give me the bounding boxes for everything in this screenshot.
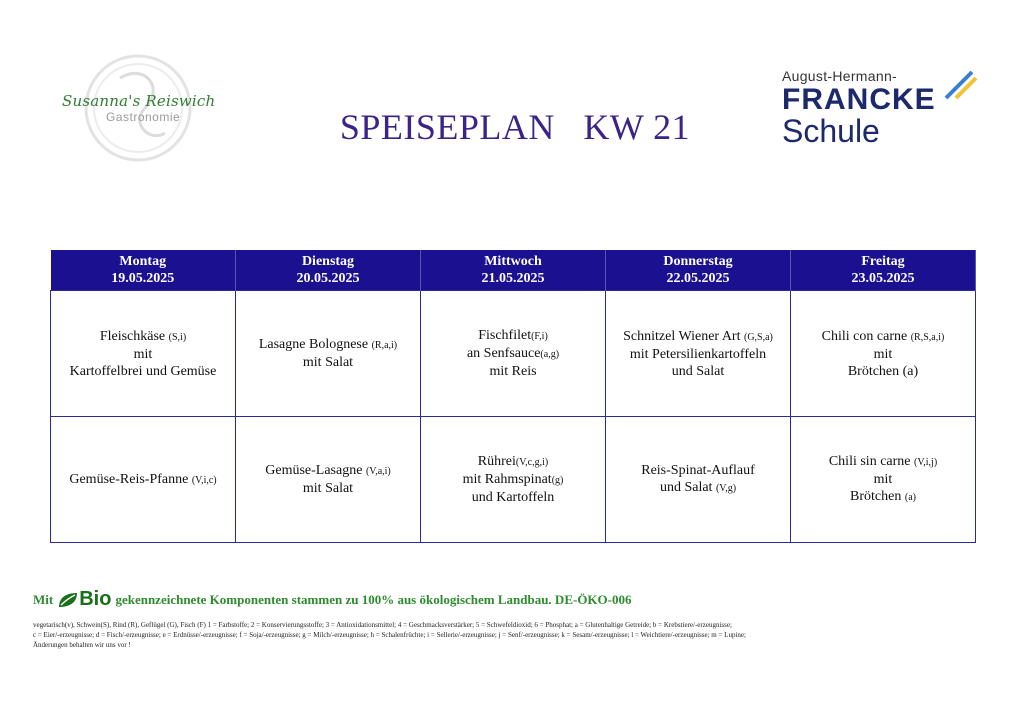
allergen-codes: (F,i)	[531, 331, 548, 342]
dish-text: und Salat	[671, 363, 725, 379]
dish-line	[57, 346, 229, 363]
allergen-codes: (V,a,i)	[365, 466, 391, 477]
dish-line	[427, 327, 599, 345]
dish-line	[797, 363, 969, 380]
dish-line	[57, 471, 229, 489]
bio-notice	[33, 588, 632, 611]
allergen-codes: (a)	[904, 492, 916, 503]
dish-line	[797, 471, 969, 488]
bio-logo	[57, 588, 111, 611]
dish-line	[612, 346, 784, 363]
menu-cell	[606, 291, 791, 417]
allergen-codes: (a,g)	[540, 349, 560, 360]
dish-text: mit Petersilienkartoffeln	[629, 346, 767, 362]
allergen-codes: (V,c,g,i)	[515, 457, 549, 468]
dish-text: Chili con carne	[821, 328, 911, 344]
school-logo-name: FRANCKE	[782, 83, 936, 116]
dish-line	[797, 328, 969, 346]
allergen-codes: (V,i,c)	[191, 474, 217, 486]
dish-text: an Senfsauce	[466, 346, 541, 361]
school-logo-top: August-Hermann-	[782, 68, 897, 84]
dish-line	[427, 489, 599, 506]
dish-text: Fischfilet	[478, 328, 532, 343]
dish-text: Schnitzel Wiener Art	[623, 328, 744, 344]
menu-cell	[51, 417, 236, 543]
allergen-legend	[33, 620, 993, 650]
dish-text: mit	[873, 472, 893, 487]
dish-text: Rührei	[477, 454, 516, 469]
dish-text: Brötchen	[850, 489, 905, 504]
dish-text: mit Salat	[302, 481, 354, 496]
menu-cell	[236, 417, 421, 543]
dish-line	[797, 453, 969, 471]
day-header: Mittwoch 21.05.2025	[421, 250, 606, 291]
dish-line	[612, 479, 784, 497]
dish-line	[612, 363, 784, 380]
dish-line	[57, 363, 229, 380]
menu-cell	[421, 291, 606, 417]
legend-line: c = Eier/-erzeugnisse; d = Fisch/-erzeugnisse; e = Erdnüsse/-erzeugnisse; f = Soja/-erzeugnisse; g = Milch/-erzeugnisse; h = Schalenfrüchte; i = Sellerie/-erzeugnisse; j = Senf/-erzeugnisse; k = Sesam/-erzeugnisse; l = Weichtiere/-erzeugnisse; m = Lupine;	[33, 631, 746, 639]
legend-line: vegetarisch(v), Schwein(S), Rind (R), Geflügel (G), Fisch (F) 1 = Farbstoffe; 2 = Konservierungsstoffe; 3 = Antioxidationsmittel; 4 = Geschmacksverstärker; 5 = Schwefeldioxid; 6 = Phosphat; a = Glutenhaltige Getreide; b = Krebstiere/-erzeugnisse;	[33, 621, 732, 629]
dish-text: mit Salat	[302, 355, 354, 370]
menu-cell	[51, 291, 236, 417]
leaf-icon	[57, 591, 79, 609]
dish-text: mit	[873, 346, 893, 362]
dish-line	[797, 346, 969, 363]
dish-line	[427, 345, 599, 363]
dish-text: Kartoffelbrei und Gemüse	[69, 363, 217, 379]
bio-suffix: gekennzeichnete Komponenten stammen zu 100% aus ökologischem Landbau. DE-ÖKO-006	[115, 591, 632, 607]
dish-line	[242, 480, 414, 497]
bio-logo-text: Bio	[79, 588, 112, 610]
allergen-codes: (V,i,j)	[914, 457, 938, 468]
dish-text: und Salat	[659, 480, 716, 495]
dish-line	[242, 336, 414, 354]
allergen-codes: (V,g)	[715, 483, 737, 494]
menu-cell	[606, 417, 791, 543]
day-header: Donnerstag 22.05.2025	[606, 250, 791, 291]
dish-text: und Kartoffeln	[471, 490, 555, 505]
dish-text: mit	[133, 346, 153, 362]
menu-cell	[421, 417, 606, 543]
dish-line	[427, 471, 599, 489]
menu-header-row	[51, 250, 976, 291]
dish-line	[242, 462, 414, 480]
menu-cell	[791, 291, 976, 417]
menu-table	[50, 250, 976, 543]
dish-text: Fleischkäse	[99, 328, 169, 344]
dish-line	[427, 453, 599, 471]
dish-line	[57, 328, 229, 346]
allergen-codes: (S,i)	[168, 331, 187, 343]
dish-line	[612, 328, 784, 346]
legend-line: Änderungen behalten wir uns vor !	[33, 641, 131, 649]
dish-text: Gemüse-Reis-Pfanne	[69, 471, 192, 487]
allergen-codes: (g)	[551, 475, 564, 486]
dish-text: Gemüse-Lasagne	[265, 463, 366, 478]
dish-text: mit Rahmspinat	[462, 472, 552, 487]
dish-text: Chili sin carne	[828, 454, 914, 469]
menu-row	[51, 417, 976, 543]
menu-row	[51, 291, 976, 417]
dish-text: Reis-Spinat-Auflauf	[641, 463, 755, 478]
day-header: Freitag 23.05.2025	[791, 250, 976, 291]
caterer-name: Susanna's Reiswich	[62, 92, 216, 110]
allergen-codes: (G,S,a)	[743, 331, 773, 343]
dish-line	[612, 462, 784, 479]
dish-text: Brötchen (a)	[847, 363, 919, 379]
dish-line	[797, 488, 969, 506]
allergen-codes: (R,a,i)	[371, 340, 398, 351]
menu-cell	[791, 417, 976, 543]
dish-line	[427, 363, 599, 380]
caterer-subtitle: Gastronomie	[106, 110, 181, 124]
school-logo	[782, 68, 982, 148]
bio-prefix: Mit	[33, 591, 54, 607]
menu-cell	[236, 291, 421, 417]
page-title: SPEISEPLAN KW 21	[339, 107, 691, 147]
dish-text: mit Reis	[489, 364, 537, 379]
allergen-codes: (R,S,a,i)	[910, 331, 945, 343]
dish-line	[242, 354, 414, 371]
sun-emblem-icon	[942, 68, 978, 102]
day-header: Dienstag 20.05.2025	[236, 250, 421, 291]
school-logo-schule: Schule	[782, 113, 880, 149]
dish-text: Lasagne Bolognese	[258, 337, 372, 352]
day-header: Montag 19.05.2025	[51, 250, 236, 291]
